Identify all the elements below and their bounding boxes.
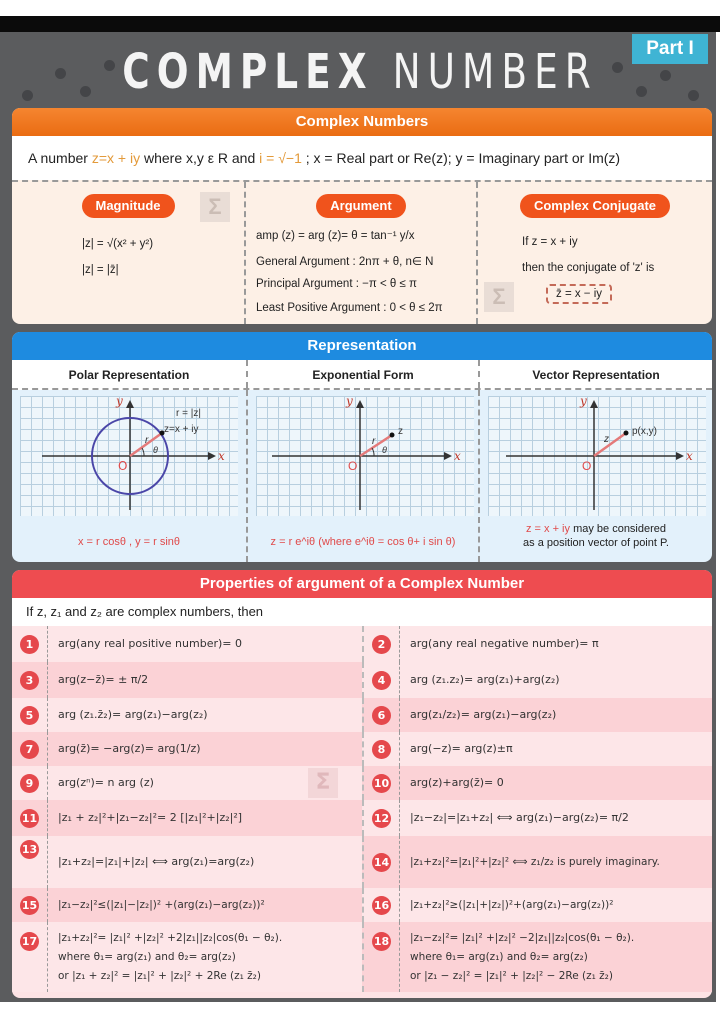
part-badge: Part I <box>632 34 708 64</box>
property-item <box>362 800 712 836</box>
svg-text:z: z <box>604 434 609 445</box>
property-number: 8 <box>372 740 391 759</box>
svg-text:θ: θ <box>153 445 158 455</box>
property-text: |z₁+z₂|=|z₁|+|z₂| ⟺ arg(z₁)=arg(z₂) <box>58 855 255 868</box>
property-row <box>12 662 712 698</box>
property-number: 17 <box>20 932 39 951</box>
property-number: 5 <box>20 706 39 725</box>
property-number: 6 <box>372 706 391 725</box>
polar-graph <box>12 390 246 530</box>
property-item <box>12 732 362 766</box>
property-item <box>12 922 362 992</box>
property-item <box>362 922 712 992</box>
property-text: arg(z−z̄)= ± π/2 <box>58 673 149 686</box>
property-line: or |z₁ + z₂|² = |z₁|² + |z₂|² + 2Re (z₁ z̄₂) <box>58 969 261 982</box>
property-number: 14 <box>372 853 391 872</box>
property-number: 10 <box>372 774 391 793</box>
property-row <box>12 626 712 662</box>
decor-dot <box>688 90 699 101</box>
intro-prefix: A number <box>28 150 92 166</box>
svg-text:θ: θ <box>382 445 387 455</box>
property-text: |z₁+z₂|²=|z₁|²+|z₂|² ⟺ z₁/z₂ is purely imaginary. <box>410 856 660 868</box>
complex-numbers-card <box>12 108 712 324</box>
property-text <box>58 929 282 986</box>
properties-intro: If z, z₁ and z₂ are complex numbers, then <box>12 598 712 626</box>
property-item <box>362 766 712 800</box>
property-row <box>12 732 712 766</box>
svg-text:z=x + iy: z=x + iy <box>164 424 199 435</box>
svg-text:r = |z|: r = |z| <box>176 408 201 419</box>
representation-card <box>12 332 712 562</box>
property-line: |z₁+z₂|²= |z₁|² +|z₂|² +2|z₁||z₂|cos(θ₁ − θ₂). <box>58 931 283 944</box>
property-text: arg(z₁/z₂)= arg(z₁)−arg(z₂) <box>410 708 557 721</box>
vector-diagram <box>478 390 712 562</box>
watermark-icon: Σ <box>484 282 514 312</box>
intro-i: i = √−1 <box>259 150 302 166</box>
property-text: arg (z₁.z₂)= arg(z₁)+arg(z₂) <box>410 673 560 686</box>
property-item <box>362 836 712 888</box>
svg-text:p(x,y): p(x,y) <box>632 426 657 437</box>
property-number: 12 <box>372 809 391 828</box>
property-line: where θ₁= arg(z₁) and θ₂= arg(z₂) <box>58 950 236 963</box>
property-item <box>12 626 362 662</box>
principal-argument: Principal Argument : −π < θ ≤ π <box>256 278 417 290</box>
property-number: 4 <box>372 671 391 690</box>
property-text: |z₁−z₂|²≤(|z₁|−|z₂|)² +(arg(z₁)−arg(z₂))² <box>58 899 265 911</box>
property-row <box>12 922 712 992</box>
property-item <box>362 732 712 766</box>
general-argument: General Argument : 2nπ + θ, n∈ N <box>256 256 434 268</box>
property-item <box>12 800 362 836</box>
top-margin <box>0 0 720 16</box>
property-number: 16 <box>372 896 391 915</box>
svg-text:y: y <box>580 394 587 408</box>
conjugate-formula: z̄ = x − iy <box>546 284 612 304</box>
svg-text:r: r <box>372 436 376 447</box>
property-text: |z₁+z₂|²≥(|z₁|+|z₂|)²+(arg(z₁)−arg(z₂))² <box>410 899 614 911</box>
property-row <box>12 836 712 888</box>
svg-text:O: O <box>348 459 358 473</box>
property-item <box>12 836 362 888</box>
bottom-margin <box>0 1002 720 1018</box>
svg-text:x: x <box>686 449 693 463</box>
property-text: arg (z₁.z̄₂)= arg(z₁)−arg(z₂) <box>58 708 208 721</box>
svg-text:y: y <box>346 394 353 408</box>
argument-label: Argument <box>316 194 405 218</box>
property-line: where θ₁= arg(z₁) and θ₂= arg(z₂) <box>410 950 588 963</box>
exponential-title: Exponential Form <box>246 360 478 388</box>
properties-card <box>12 570 712 998</box>
polar-caption: x = r cosθ , y = r sinθ <box>77 536 181 548</box>
svg-text:r: r <box>145 435 149 446</box>
svg-text:x: x <box>454 449 461 463</box>
property-number: 13 <box>20 840 39 859</box>
conjugate-label: Complex Conjugate <box>520 194 670 218</box>
property-number: 3 <box>20 671 39 690</box>
property-number: 9 <box>20 774 39 793</box>
vector-caption-rest: may be considered <box>570 523 667 535</box>
svg-text:O: O <box>118 459 128 473</box>
property-item <box>362 698 712 732</box>
svg-text:x: x <box>218 449 225 463</box>
property-item <box>362 888 712 922</box>
property-text: |z₁ + z₂|²+|z₁−z₂|²= 2 [|z₁|²+|z₂|²] <box>58 811 243 824</box>
decor-dot <box>55 68 66 79</box>
magnitude-column <box>12 182 244 324</box>
vector-title: Vector Representation <box>478 360 712 388</box>
property-item <box>362 662 712 698</box>
section-heading: Complex Numbers <box>12 108 712 136</box>
property-number: 15 <box>20 896 39 915</box>
conjugate-then: then the conjugate of 'z' is <box>522 262 655 274</box>
property-number: 2 <box>372 635 391 654</box>
exponential-graph <box>248 390 480 530</box>
polar-title: Polar Representation <box>68 368 190 382</box>
definition-text <box>12 136 712 180</box>
property-number: 1 <box>20 635 39 654</box>
svg-text:y: y <box>116 394 123 408</box>
least-positive-argument: Least Positive Argument : 0 < θ ≤ 2π <box>256 302 443 314</box>
property-line: |z₁−z₂|²= |z₁|² +|z₂|² −2|z₁||z₂|cos(θ₁ − θ₂). <box>410 931 635 944</box>
property-item <box>12 766 362 800</box>
page-title <box>79 42 641 102</box>
conjugate-if: If z = x + iy <box>522 236 578 248</box>
property-item <box>12 888 362 922</box>
conjugate-column <box>476 182 712 324</box>
intro-z: z=x + iy <box>91 150 141 166</box>
magnitude-conjugate-formula: |z| = |z̄| <box>82 264 119 276</box>
section-heading: Representation <box>12 332 712 360</box>
property-text: arg(z)+arg(z̄)= 0 <box>410 776 504 789</box>
watermark-icon: Σ <box>308 768 338 798</box>
magnitude-label: Magnitude <box>82 194 175 218</box>
property-row <box>12 698 712 732</box>
property-text: |z₁−z₂|=|z₁+z₂| ⟺ arg(z₁)−arg(z₂)= π/2 <box>410 811 629 824</box>
exponential-caption: z = r e^iθ (where e^iθ = cos θ+ i sin θ) <box>270 536 456 548</box>
magnitude-formula: |z| = √(x² + y²) <box>82 238 154 250</box>
property-text: arg(any real negative number)= π <box>410 637 599 650</box>
property-text <box>410 929 634 986</box>
vector-caption <box>480 522 712 550</box>
intro-suffix: ; x = Real part or Re(z); y = Imaginary part or Im(z) <box>301 150 621 166</box>
property-row <box>12 800 712 836</box>
exponential-diagram <box>246 390 478 562</box>
section-heading: Properties of argument of a Complex Number <box>12 570 712 598</box>
polar-diagram <box>12 390 246 562</box>
property-row <box>12 888 712 922</box>
argument-column <box>244 182 476 324</box>
title-bold: COMPLEX <box>122 44 374 100</box>
argument-def: amp (z) = arg (z)= θ = tan⁻¹ y/x <box>256 230 415 242</box>
property-text: arg(−z)= arg(z)±π <box>410 742 513 755</box>
property-item <box>362 626 712 662</box>
svg-text:O: O <box>582 459 592 473</box>
property-number: 7 <box>20 740 39 759</box>
decor-dot <box>660 70 671 81</box>
intro-mid: where x,y ε R and <box>140 150 260 166</box>
vector-caption-formula: z = x + iy <box>525 523 571 535</box>
property-item <box>12 662 362 698</box>
decor-dot <box>22 90 33 101</box>
title-thin: NUMBER <box>392 44 598 100</box>
property-number: 11 <box>20 809 39 828</box>
vector-caption-line2: as a position vector of point P. <box>523 537 669 549</box>
property-number: 18 <box>372 932 391 951</box>
property-item <box>12 698 362 732</box>
property-row <box>12 766 712 800</box>
property-text: arg(any real positive number)= 0 <box>58 637 242 650</box>
watermark-icon: Σ <box>200 192 230 222</box>
svg-text:z: z <box>398 426 403 437</box>
property-text: arg(z̄)= −arg(z)= arg(1/z) <box>58 742 201 755</box>
property-text: arg(zⁿ)= n arg (z) <box>58 776 154 789</box>
vector-graph <box>480 390 712 530</box>
top-black-bar <box>0 16 720 32</box>
property-line: or |z₁ − z₂|² = |z₁|² + |z₂|² − 2Re (z₁ z̄₂) <box>410 969 613 982</box>
